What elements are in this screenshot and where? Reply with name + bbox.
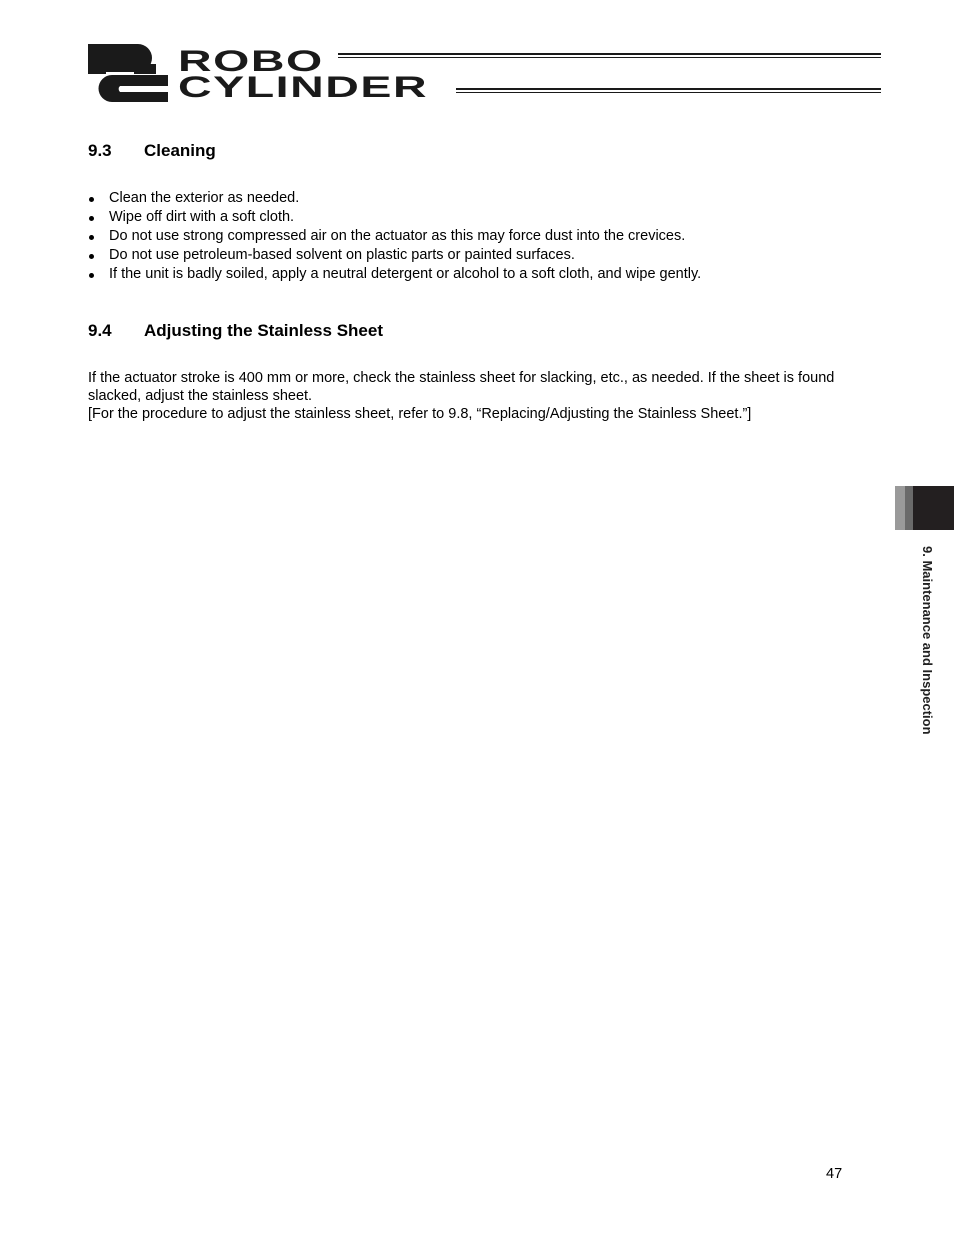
stainless-sheet-body [88, 369, 858, 423]
logo-text-cylinder: CYLINDER [178, 71, 429, 104]
list-item-text: Wipe off dirt with a soft cloth. [109, 209, 295, 225]
chapter-tab-marker [895, 486, 954, 530]
list-item-text: Clean the exterior as needed. [109, 190, 300, 206]
bullet-icon [89, 197, 94, 202]
section-title: Adjusting the Stainless Sheet [144, 321, 383, 340]
list-item-text: Do not use petroleum-based solvent on plastic parts or painted surfaces. [109, 247, 575, 263]
list-item-text: Do not use strong compressed air on the actuator as this may force dust into the crevices. [109, 228, 686, 244]
section-heading-cleaning [88, 141, 216, 161]
cleaning-list [88, 189, 701, 284]
bullet-icon [89, 254, 94, 259]
bullet-icon [89, 273, 94, 278]
page-number: 47 [826, 1166, 843, 1182]
paragraph: If the actuator stroke is 400 mm or more, check the stainless sheet for slacking, etc., as needed. If the sheet is found slacked, adjust the stainless sheet. [88, 370, 835, 404]
list-item [88, 246, 701, 265]
list-item-text: If the unit is badly soiled, apply a neutral detergent or alcohol to a soft cloth, and wipe gently. [109, 266, 702, 282]
section-number: 9.3 [88, 141, 112, 160]
list-item [88, 189, 701, 208]
section-title: Cleaning [144, 141, 216, 160]
bullet-icon [89, 235, 94, 240]
logo-text-robo: ROBO [178, 45, 324, 78]
list-item [88, 265, 701, 284]
chapter-side-label: 9. Maintenance and Inspection [920, 546, 935, 735]
section-number: 9.4 [88, 321, 112, 340]
section-heading-stainless-sheet [88, 321, 383, 341]
list-item [88, 227, 701, 246]
paragraph-reference: [For the procedure to adjust the stainless sheet, refer to 9.8, “Replacing/Adjusting the Stainless Sheet.”] [88, 406, 752, 422]
list-item [88, 208, 701, 227]
robo-cylinder-logo [86, 42, 886, 104]
bullet-icon [89, 216, 94, 221]
